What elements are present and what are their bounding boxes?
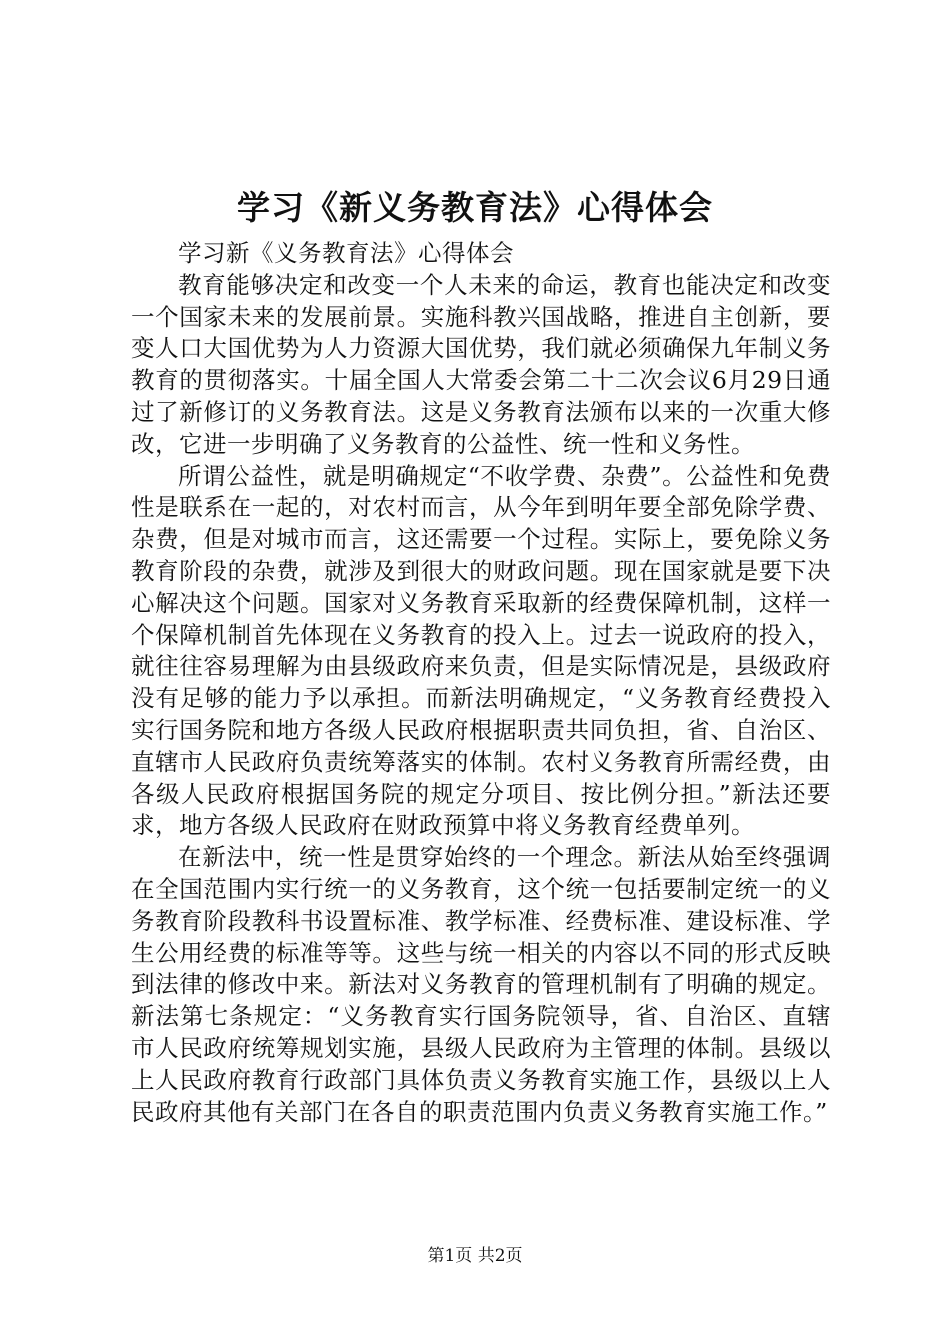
page-number-footer: 第1页 共2页 <box>427 1246 523 1266</box>
intro-paragraph: 教育能够决定和改变一个人未来的命运，教育也能决定和改变一个国家未来的发展前景。实施科教兴国战略，推进自主创新，要变人口大国优势为人力资源大国优势，我们就必须确保九年制义务教育的贯彻落实。十届全国人大常委会第二十二次会议6月29日通过了新修订的义务教育法。这是义务教育法颁布以来的一次重大修改，它进一步明确了义务教育的公益性、统一性和义务性。 <box>131 270 831 458</box>
page-title: 学习《新义务教育法》心得体会 <box>237 188 713 227</box>
document-body <box>131 238 831 1128</box>
public-welfare-paragraph: 所谓公益性，就是明确规定“不收学费、杂费”。公益性和免费性是联系在一起的，对农村而言，从今年到明年要全部免除学费、杂费，但是对城市而言，这还需要一个过程。实际上，要免除义务教育阶段的杂费，就涉及到很大的财政问题。现在国家就是要下决心解决这个问题。国家对义务教育采取新的经费保障机制，这样一个保障机制首先体现在义务教育的投入上。过去一说政府的投入，就往往容易理解为由县级政府来负责，但是实际情况是，县级政府没有足够的能力予以承担。而新法明确规定，“义务教育经费投入实行国务院和地方各级人民政府根据职责共同负担，省、自治区、直辖市人民政府负责统筹落实的体制。农村义务教育所需经费，由各级人民政府根据国务院的规定分项目、按比例分担。”新法还要求，地方各级人民政府在财政预算中将义务教育经费单列。 <box>131 461 831 840</box>
unity-paragraph: 在新法中，统一性是贯穿始终的一个理念。新法从始至终强调在全国范围内实行统一的义务教育，这个统一包括要制定统一的义务教育阶段教科书设置标准、教学标准、经费标准、建设标准、学生公用经费的标准等等。这些与统一相关的内容以不同的形式反映到法律的修改中来。新法对义务教育的管理机制有了明确的规定。新法第七条规定：“义务教育实行国务院领导，省、自治区、直辖市人民政府统筹规划实施，县级人民政府为主管理的体制。县级以上人民政府教育行政部门具体负责义务教育实施工作，县级以上人民政府其他有关部门在各自的职责范围内负责义务教育实施工作。” <box>131 843 831 1126</box>
subtitle-paragraph: 学习新《义务教育法》心得体会 <box>178 239 514 267</box>
